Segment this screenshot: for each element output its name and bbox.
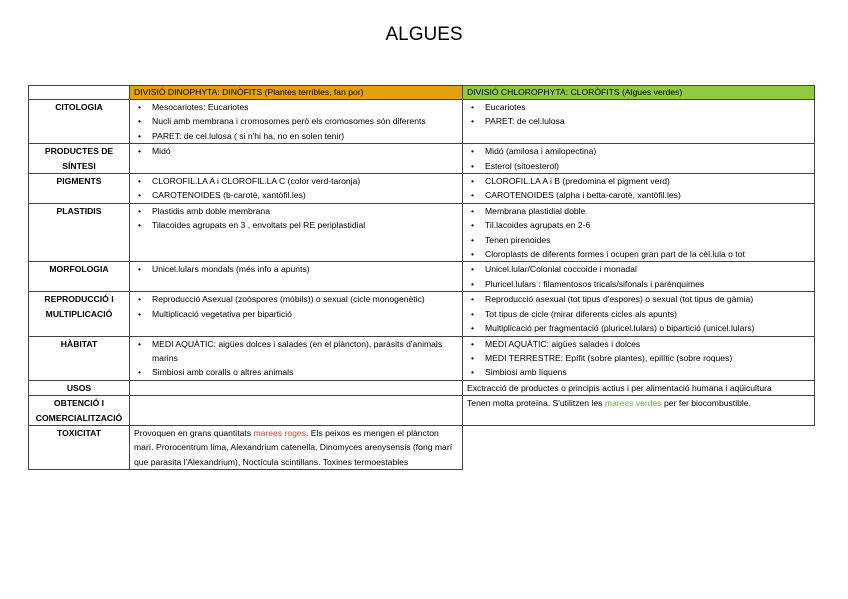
chlorophyta-list [467, 100, 810, 129]
row-label: USOS [29, 380, 130, 395]
dinophyta-list [134, 144, 458, 158]
dinophyta-cell [130, 425, 463, 469]
red-tides-highlight: marees roges [253, 427, 306, 438]
dinophyta-list [134, 337, 458, 380]
dinophyta-cell [130, 336, 463, 380]
chlorophyta-list [467, 262, 810, 291]
row-label: PLASTIDIS [29, 203, 130, 262]
dinophyta-cell [130, 144, 463, 174]
row-label: PIGMENTS [29, 174, 130, 204]
table-row [29, 174, 815, 204]
list-item: • Mesocariotes: Eucariotes [152, 100, 458, 114]
list-item: • Membrana plastidial doble [485, 204, 810, 218]
dinophyta-cell [130, 100, 463, 144]
table-row [29, 336, 815, 380]
list-item: • Midó (amilosa i amilopectina) [485, 144, 810, 158]
chlorophyta-cell [463, 396, 815, 426]
list-item: • PARET: de cel.lulosa ( si n'hi ha, no en solen tenir) [152, 129, 458, 143]
dinophyta-cell [130, 292, 463, 336]
row-label: MORFOLOGIA [29, 262, 130, 292]
list-item: • Simbiosi amb coralls o altres animals [152, 365, 458, 379]
dinophyta-list [134, 100, 458, 143]
table-row [29, 425, 815, 469]
list-item: • Pluricel.lulars : filamentosos tricals/sifonals i parènquimes [485, 277, 810, 291]
chlorophyta-cell [463, 262, 815, 292]
list-item: • Multiplicació vegetativa per bipartició [152, 307, 458, 321]
dinophyta-cell [130, 203, 463, 262]
dinophyta-list [134, 292, 458, 321]
header-row [29, 86, 815, 100]
list-item: • Midó [152, 144, 458, 158]
list-item: • Nucli amb membrana i cromosomes però els cromosomes són diferents [152, 114, 458, 128]
table-row [29, 396, 815, 426]
chlorophyta-list [467, 204, 810, 262]
list-item: • CLOROFIL.LA A i CLOROFIL.LA C (color verd-taronja) [152, 174, 458, 188]
dinophyta-cell [130, 380, 463, 395]
dinophyta-list [134, 262, 458, 276]
header-blank-cell [29, 86, 130, 100]
list-item: • Eucariotes [485, 100, 810, 114]
chlorophyta-cell [463, 144, 815, 174]
page-title: ALGUES [385, 24, 463, 45]
list-item: • Simbiosi amb líquens [485, 365, 810, 379]
dinophyta-cell [130, 396, 463, 426]
list-item: • Esterol (sitoesterol) [485, 159, 810, 173]
chlorophyta-list [467, 337, 810, 380]
row-label: TOXICITAT [29, 425, 130, 469]
list-item: • Cloroplasts de diferents formes i ocupen gran part de la cèl.lula o tot [485, 247, 810, 261]
table-row [29, 262, 815, 292]
list-item: • Tilacoides agrupats en 3 , envoltats pel RE periplastidial [152, 218, 458, 232]
list-item: • Multiplicació per fragmentació (pluricel.lulars) o bipartició (unicel.lulars) [485, 321, 810, 335]
row-label: PRODUCTES DE SÍNTESI [29, 144, 130, 174]
table-row [29, 100, 815, 144]
algae-comparison-table [28, 85, 815, 470]
row-label: HÀBITAT [29, 336, 130, 380]
list-item: • MEDI TERRESTRE: Epífit (sobre plantes), epilític (sobre roques) [485, 351, 810, 365]
chlorophyta-list [467, 174, 810, 203]
list-item: • Tot tipus de cicle (mirar diferents cicles als apunts) [485, 307, 810, 321]
list-item: • PARET: de cel.lulosa [485, 114, 810, 128]
list-item: • CAROTENOIDES (alpha i betta-carotè, xantòfil.les) [485, 188, 810, 202]
dinophyta-cell [130, 262, 463, 292]
header-chlorophyta: DIVISIÓ CHLOROPHYTA: CLORÒFITS (Algues verdes) [463, 86, 815, 100]
list-item: • Reproducció asexual (tot tipus d'espores) o sexual (tot tipus de gàmia) [485, 292, 810, 306]
dinophyta-cell [130, 174, 463, 204]
list-item: • Unicel.lular/Colonial coccoide i monadal [485, 262, 810, 276]
chlorophyta-cell [463, 174, 815, 204]
list-item: • Plastidis amb doble membrana [152, 204, 458, 218]
list-item: • Tenen pirenoides [485, 233, 810, 247]
chlorophyta-cell [463, 203, 815, 262]
list-item: • Unicel.lulars mondals (més info a apunts) [152, 262, 458, 276]
chlorophyta-list [467, 292, 810, 335]
table-row [29, 380, 815, 395]
row-label: REPRODUCCIÓ I MULTIPLICACIÓ [29, 292, 130, 336]
empty-cell [463, 425, 815, 469]
list-item: • MEDI AQUÀTIC: aigües salades i dolces [485, 337, 810, 351]
obtencio-text: per fer biocombustible. [661, 398, 751, 409]
header-dinophyta: DIVISIÓ DINOPHYTA: DINÒFITS (Plantes terribles, fan por) [130, 86, 463, 100]
table-row [29, 144, 815, 174]
green-tides-highlight: marees verdes [604, 398, 662, 409]
table-row [29, 292, 815, 336]
chlorophyta-list [467, 144, 810, 173]
toxicitat-text: Provoquen en grans quantitats [134, 427, 254, 438]
row-label: OBTENCIÓ I COMERCIALITZACIÓ [29, 396, 130, 426]
table-row [29, 203, 815, 262]
row-label: CITOLOGIA [29, 100, 130, 144]
list-item: • CLOROFIL.LA A i B (predomina el pigment verd) [485, 174, 810, 188]
chlorophyta-cell [463, 336, 815, 380]
chlorophyta-cell: Exctracció de productes o principis actius i per alimentació humana i aqüicultura [463, 380, 815, 395]
obtencio-text: Tenen molta proteïna. S'utilitzen les [467, 398, 605, 409]
list-item: • MEDI AQUÀTIC: aigües dolces i salades (en el plàncton), paràsits d'animals marins [152, 337, 458, 366]
chlorophyta-cell [463, 292, 815, 336]
dinophyta-list [134, 174, 458, 203]
list-item: • Reproducció Asexual (zoòspores (mòbils)) o sexual (cicle monogenètic) [152, 292, 458, 306]
list-item: • Til.lacoides agrupats en 2-6 [485, 218, 810, 232]
list-item: • CAROTENOIDES (b-carotè, xantòfil.les) [152, 188, 458, 202]
dinophyta-list [134, 204, 458, 233]
chlorophyta-cell [463, 100, 815, 144]
toxicitat-text: . Els peixos es mengen el plàncton marí. Prorocentrum lima, Alexandrium catenella, Dinomyces arenysensis (fong marí que parasita l'Alexandrium), Noctícula scintillans. Toxines termoestables [134, 427, 453, 467]
